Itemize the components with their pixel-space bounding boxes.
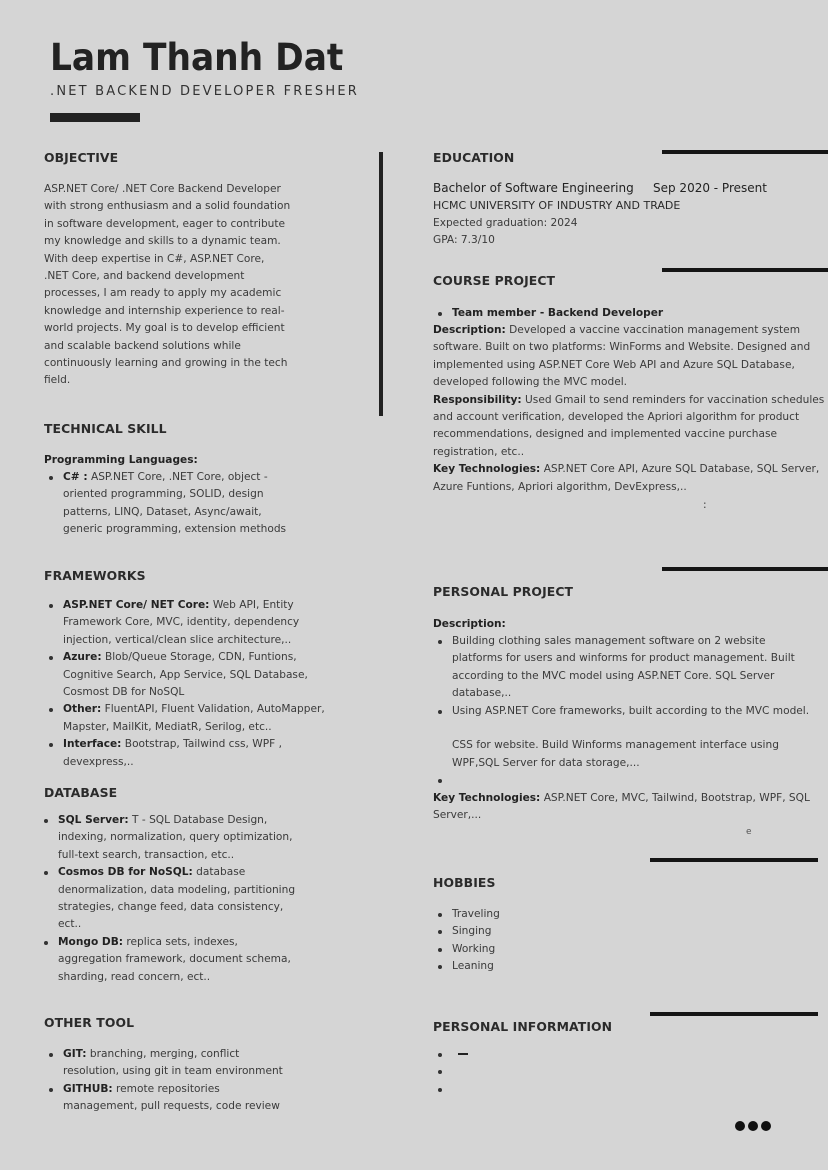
list-item: [433, 1063, 813, 1080]
description-text-line: developed following the MVC model.: [433, 376, 628, 389]
other-tool-heading: OTHER TOOL: [44, 1015, 135, 1030]
list-item: [44, 701, 364, 736]
objective-line: knowledge and internship experience to real-: [44, 304, 285, 317]
personal-description-label: Description:: [433, 618, 506, 630]
item-text: remote repositories: [116, 1082, 220, 1095]
section-rule: [662, 268, 828, 272]
item-label: Other:: [63, 703, 102, 716]
education-period: Sep 2020 - Present: [653, 181, 767, 195]
personal-project-heading: PERSONAL PROJECT: [433, 584, 574, 599]
hobby: Working: [452, 942, 496, 955]
csharp-label: C# :: [63, 471, 88, 483]
hobbies-heading: HOBBIES: [433, 875, 496, 890]
responsibility-text-line: registration, etc..: [433, 445, 525, 458]
course-project-role: Team member - Backend Developer: [452, 307, 664, 319]
list-item: [433, 1081, 813, 1098]
item-text-line: devexpress,..: [63, 755, 134, 768]
personal-key-technologies-label: Key Technologies:: [433, 792, 541, 804]
list-item: [433, 1046, 813, 1063]
list-item: [44, 1081, 364, 1116]
hobbies-list: [433, 906, 633, 976]
item-text-line: aggregation framework, document schema,: [58, 953, 291, 966]
key-technologies-text: ASP.NET Core API, Azure SQL Database, SQL Server,: [543, 463, 820, 476]
description-text-line: software. Built on two platforms: WinForms and Website. Designed and: [433, 341, 811, 354]
item-text: Bootstrap, Tailwind css, WPF ,: [124, 738, 282, 751]
course-project-details: [433, 322, 825, 496]
personal-text-line: platforms for users and winforms for product management. Built: [452, 652, 795, 665]
list-item: [44, 597, 364, 649]
objective-line: continuously learning and growing in the tech: [44, 357, 288, 370]
objective-line: processes, I am ready to apply my academic: [44, 287, 282, 300]
item-text-line: injection, vertical/clean slice architecture,..: [63, 633, 292, 646]
item-text-line: Cosmost DB for NoSQL: [63, 686, 185, 699]
description-text: Developed a vaccine vaccination management system: [509, 324, 801, 336]
responsibility-text: Used Gmail to send reminders for vaccination schedules: [525, 393, 825, 406]
personal-info-heading: PERSONAL INFORMATION: [433, 1019, 613, 1034]
responsibility-text-line: and account verification, developed the Apriori algorithm for product: [433, 411, 800, 424]
stray-mark: :: [703, 499, 707, 511]
csharp-text-line: patterns, LINQ, Dataset, Async/await,: [63, 505, 262, 518]
responsibility-text-line: recommendations, designed and implemented vaccine purchase: [433, 428, 777, 441]
hobby: Singing: [452, 925, 492, 938]
item-text: T - SQL Database Design,: [132, 814, 268, 826]
list-item: [433, 906, 633, 923]
course-project-role-list: [433, 305, 823, 322]
personal-description-label-row: [433, 616, 506, 633]
personal-text-line: WPF,SQL Server for data storage,...: [452, 756, 640, 769]
item-label: GITHUB:: [63, 1082, 113, 1095]
education-graduation: Expected graduation: 2024: [433, 217, 578, 229]
programming-languages-text: Programming Languages:: [44, 454, 198, 466]
item-text-line: full-text search, transaction, etc..: [58, 848, 235, 861]
personal-key-technologies-text-line: Server,...: [433, 809, 482, 822]
objective-line: field.: [44, 374, 71, 387]
list-item: [433, 305, 823, 322]
column-divider: [379, 152, 383, 416]
item-text: FluentAPI, Fluent Validation, AutoMapper,: [104, 703, 325, 716]
section-rule: [662, 567, 828, 571]
item-label: GIT:: [63, 1048, 87, 1060]
item-text-line: sharding, read concern, ect..: [58, 970, 211, 983]
name-underline-bar: [50, 113, 140, 122]
candidate-name: Lam Thanh Dat: [50, 36, 344, 79]
personal-key-technologies: [433, 790, 825, 825]
item-text-line: denormalization, data modeling, partitioning: [58, 883, 296, 896]
objective-body: [44, 181, 344, 390]
frameworks-heading: FRAMEWORKS: [44, 568, 146, 583]
responsibility-label: Responsibility:: [433, 393, 522, 406]
frameworks-list: [44, 597, 364, 771]
database-heading: DATABASE: [44, 785, 118, 800]
csharp-text: ASP.NET Core, .NET Core, object -: [90, 471, 268, 483]
csharp-text-line: oriented programming, SOLID, design: [63, 488, 264, 501]
hobby: Leaning: [452, 960, 494, 973]
objective-line: ASP.NET Core/ .NET Core Backend Developer: [44, 183, 281, 195]
other-tool-list: [44, 1046, 364, 1116]
redacted-mark: [458, 1053, 468, 1055]
personal-text-line: according to the MVC model using ASP.NET Core. SQL Server: [452, 669, 775, 682]
key-technologies-text-line: Azure Funtions, Apriori algorithm, DevExpress,..: [433, 480, 687, 493]
personal-text-line: Using ASP.NET Core frameworks, built according to the MVC model.: [452, 704, 810, 717]
personal-text-line: database,..: [452, 687, 512, 700]
item-text-line: management, pull requests, code review: [63, 1100, 280, 1113]
list-item: [39, 934, 359, 986]
item-text-line: indexing, normalization, query optimization,: [58, 831, 293, 844]
education-degree: Bachelor of Software Engineering: [433, 181, 634, 195]
education-heading: EDUCATION: [433, 150, 515, 165]
list-item: [433, 958, 633, 975]
education-gpa: GPA: 7.3/10: [433, 234, 495, 246]
item-label: Mongo DB:: [58, 935, 124, 948]
personal-text-line: CSS for website. Build Winforms management interface using: [452, 739, 779, 752]
objective-heading: OBJECTIVE: [44, 150, 119, 165]
list-item: [44, 649, 364, 701]
list-item: [433, 703, 825, 773]
candidate-role: .NET BACKEND DEVELOPER FRESHER: [50, 84, 359, 99]
programming-languages-label: [44, 452, 198, 469]
item-label: SQL Server:: [58, 814, 129, 826]
list-item: [433, 772, 825, 789]
item-text: Blob/Queue Storage, CDN, Funtions,: [104, 651, 297, 664]
objective-line: with strong enthusiasm and a solid foundation: [44, 200, 291, 213]
list-item: [44, 469, 344, 539]
education-school: HCMC UNIVERSITY OF INDUSTRY AND TRADE: [433, 199, 681, 212]
item-text-line: Framework Core, MVC, identity, dependency: [63, 616, 300, 629]
objective-line: .NET Core, and backend development: [44, 270, 245, 283]
item-text-line: ect..: [58, 918, 82, 931]
section-rule: [650, 1012, 818, 1016]
list-item: [39, 812, 359, 864]
item-label: Interface:: [63, 738, 122, 751]
description-text-line: implemented using ASP.NET Core Web API and Azure SQL Database,: [433, 358, 795, 371]
item-text: branching, merging, conflict: [89, 1048, 240, 1060]
item-label: ASP.NET Core/ NET Core:: [63, 599, 210, 611]
item-text-line: strategies, change feed, data consistency,: [58, 901, 284, 914]
item-text-line: resolution, using git in team environment: [63, 1065, 283, 1078]
section-rule: [662, 150, 828, 154]
objective-line: world projects. My goal is to develop efficient: [44, 322, 285, 335]
key-technologies-label: Key Technologies:: [433, 463, 541, 476]
item-text-line: Cognitive Search, App Service, SQL Database,: [63, 668, 308, 681]
database-list: [39, 812, 359, 986]
item-label: Azure:: [63, 651, 102, 664]
objective-line: in software development, eager to contribute: [44, 217, 286, 230]
objective-line: and scalable backend solutions while: [44, 339, 241, 352]
list-item: [433, 923, 633, 940]
more-dots-icon: [735, 1121, 771, 1131]
personal-info-list: [433, 1046, 813, 1098]
description-label: Description:: [433, 324, 506, 336]
list-item: [44, 1046, 364, 1081]
item-text: Web API, Entity: [212, 599, 294, 611]
personal-key-technologies-text: ASP.NET Core, MVC, Tailwind, Bootstrap, WPF, SQL: [543, 792, 810, 804]
list-item: [433, 941, 633, 958]
objective-line: With deep expertise in C#, ASP.NET Core,: [44, 252, 265, 265]
list-item: [44, 736, 364, 771]
section-rule: [650, 858, 818, 862]
csharp-text-line: generic programming, extension methods: [63, 523, 287, 536]
list-item: [39, 864, 359, 934]
programming-languages-list: [44, 469, 344, 539]
list-item: [433, 633, 825, 703]
item-label: Cosmos DB for NoSQL:: [58, 866, 193, 879]
personal-project-list: [433, 633, 825, 790]
stray-mark: e: [746, 827, 752, 837]
personal-text-line: Building clothing sales management software on 2 website: [452, 635, 766, 647]
item-text: replica sets, indexes,: [126, 935, 238, 948]
item-text: database: [196, 866, 246, 879]
technical-skill-heading: TECHNICAL SKILL: [44, 421, 167, 436]
item-text-line: Mapster, MailKit, MediatR, Serilog, etc..: [63, 720, 272, 733]
objective-line: my knowledge and skills to a dynamic team.: [44, 235, 281, 248]
course-project-heading: COURSE PROJECT: [433, 273, 556, 288]
hobby: Traveling: [452, 908, 500, 920]
